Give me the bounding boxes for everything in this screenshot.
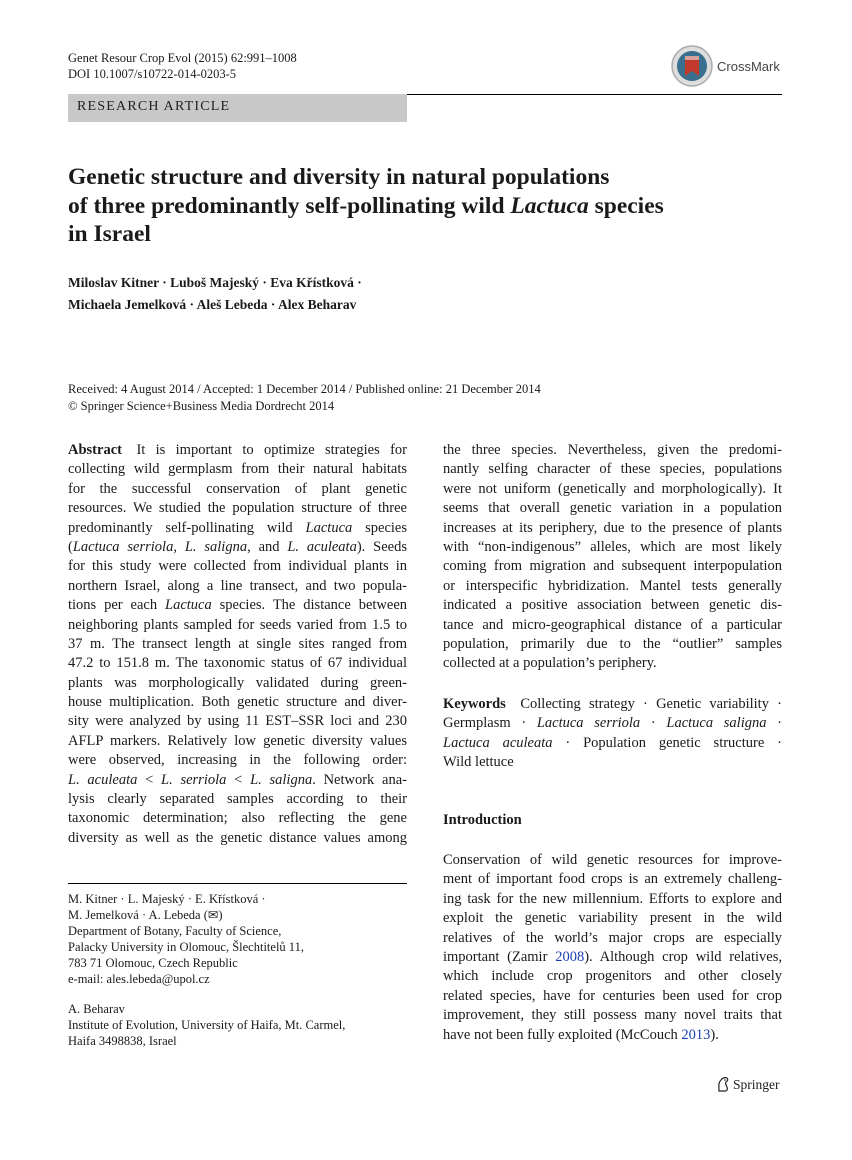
title-line-2-a: of three predominantly self-pollinating wild	[68, 192, 511, 219]
text-line: Wild lettuce	[443, 754, 514, 771]
abstract-continuation	[443, 441, 782, 674]
doi-line[interactable]: DOI 10.1007/s10722-014-0203-5	[68, 67, 237, 81]
affiliations	[68, 891, 407, 1049]
text-line: Lactuca aculeata · Population genetic structure ·	[443, 734, 782, 751]
text-line: 37 m. The transect length at single sites ranged from	[68, 635, 407, 652]
aff-line-9: Haifa 3498838, Israel	[68, 1034, 177, 1048]
keywords	[443, 695, 782, 773]
text-line: were not uniform (genetically and morphologically). It	[443, 480, 782, 497]
text-line: relatives of the world’s major crops are especially	[443, 929, 782, 946]
journal-citation	[68, 50, 297, 82]
text-line: seems that overall genetic variation in a population	[443, 500, 782, 517]
text-line: were observed, increasing in the following order:	[68, 752, 407, 769]
crossmark-label: CrossMark	[717, 59, 780, 74]
title-line-1: Genetic structure and diversity in natural populations	[68, 164, 610, 190]
text-line: taxonomic determination; also reflecting the gene	[68, 810, 407, 827]
section-band-label: RESEARCH ARTICLE	[77, 99, 231, 114]
text-line: important (Zamir 2008). Although crop wild relatives,	[443, 948, 782, 965]
springer-label: Springer	[733, 1077, 780, 1092]
keywords-heading: Keywords	[443, 696, 521, 712]
text-line: ment of important food crops is an extremely challeng-	[443, 871, 782, 888]
text-line: population, primarily due to the “outlier” samples	[443, 635, 782, 652]
text-line: coming from migration and subsequent interpopulation	[443, 558, 782, 575]
title-line-2-b: species	[588, 192, 664, 219]
text-line: neighboring plants sampled for seeds varied from 1.5 to	[68, 616, 407, 633]
text-line: collected at a population’s periphery.	[443, 655, 657, 672]
aff-line-5: 783 71 Olomouc, Czech Republic	[68, 956, 238, 970]
aff-email[interactable]: e-mail: ales.lebeda@upol.cz	[68, 972, 210, 986]
text-line: lysis clearly separated samples according to their	[68, 791, 407, 808]
text-line: tance and micro-geographical distance of a particular	[443, 616, 782, 633]
aff-line-1: M. Kitner · L. Majeský · E. Křístková ·	[68, 892, 266, 906]
text-line: sity were analyzed by using 11 EST–SSR loci and 230	[68, 713, 407, 730]
text-line: tions per each Lactuca species. The distance between	[68, 597, 408, 614]
text-line: related species, have for centuries been used for crop	[443, 987, 782, 1004]
text-line: indicated a positive association between genetic dis-	[443, 597, 782, 614]
crossmark-icon	[670, 44, 714, 88]
text-line: L. aculeata < L. serriola < L. saligna. Network ana-	[68, 771, 407, 788]
text-line: Abstract It is important to optimize strategies for	[68, 442, 407, 458]
text-line: exploit the genetic variability present in the wild	[443, 910, 782, 927]
affiliation-rule	[68, 883, 407, 884]
text-line: improvement, they still possess many novel traits that	[443, 1007, 782, 1024]
authors-line-2: Michaela Jemelková · Aleš Lebeda · Alex Beharav	[68, 297, 357, 312]
text-line: resources. We studied the population structure of three	[68, 500, 407, 517]
authors-line-1: Miloslav Kitner · Luboš Majeský · Eva Křístková ·	[68, 275, 362, 290]
text-line: 47.2 to 151.8 m. The taxonomic status of 67 individual	[68, 655, 407, 672]
title-line-2-genus: Lactuca	[510, 192, 589, 219]
text-line: diversity as well as the genetic distance values among	[68, 829, 407, 846]
introduction-body	[443, 851, 782, 1045]
springer-horse-icon	[716, 1076, 730, 1092]
text-line: or interspecific hybridization. Mantel tests generally	[443, 577, 782, 594]
text-line: for this study were collected from individual plants in	[68, 558, 407, 575]
article-title	[68, 163, 788, 249]
citation-link[interactable]: 2013	[681, 1026, 711, 1043]
text-line: ing task for the new millennium. Efforts to explore and	[443, 890, 782, 907]
text-line: with “non-indigenous” alleles, which are most likely	[443, 538, 782, 555]
introduction-heading: Introduction	[443, 812, 522, 828]
copyright-line: © Springer Science+Business Media Dordrecht 2014	[68, 399, 335, 413]
author-list	[68, 272, 362, 316]
text-line: plants was morphologically validated during green-	[68, 674, 407, 691]
aff-line-4: Palacky University in Olomouc, Šlechtitelů 11,	[68, 940, 304, 954]
aff-line-3: Department of Botany, Faculty of Science,	[68, 924, 282, 938]
text-line: Germplasm · Lactuca serriola · Lactuca saligna ·	[443, 715, 782, 732]
aff-line-7: A. Beharav	[68, 1002, 125, 1016]
citation-link[interactable]: 2008	[555, 948, 585, 965]
text-line: for the successful conservation of plant genetic	[68, 480, 407, 497]
text-line: Keywords Collecting strategy · Genetic variability ·	[443, 696, 782, 712]
text-line: collecting wild germplasm from their natural habitats	[68, 461, 407, 478]
text-line: increases at its periphery, due to the presence of plants	[443, 519, 782, 536]
aff-line-8: Institute of Evolution, University of Haifa, Mt. Carmel,	[68, 1018, 346, 1032]
section-band	[68, 94, 407, 122]
crossmark-badge[interactable]	[670, 44, 790, 88]
dates-line: Received: 4 August 2014 / Accepted: 1 December 2014 / Published online: 21 December 2014	[68, 382, 541, 396]
aff-gap	[68, 987, 407, 1001]
abstract	[68, 441, 407, 848]
springer-logo	[716, 1076, 780, 1093]
text-line: Conservation of wild genetic resources for improve-	[443, 852, 782, 868]
text-line: the three species. Nevertheless, given the predomi-	[443, 442, 782, 458]
text-line: northern Israel, along a line transect, and two popula-	[68, 577, 407, 594]
aff-line-2: M. Jemelková · A. Lebeda (✉)	[68, 908, 223, 922]
text-line: have not been fully exploited (McCouch 2013).	[443, 1026, 719, 1043]
text-line: AFLP markers. Relatively low genetic diversity values	[68, 732, 407, 749]
text-line: which include crop progenitors and other closely	[443, 968, 782, 985]
text-line: predominantly self-pollinating wild Lactuca species	[68, 519, 408, 536]
journal-line: Genet Resour Crop Evol (2015) 62:991–1008	[68, 51, 297, 65]
title-line-3: in Israel	[68, 221, 151, 247]
text-line: (Lactuca serriola, L. saligna, and L. aculeata). Seeds	[68, 538, 407, 555]
title-line-2	[68, 192, 788, 221]
text-line: nantly selfing character of these species, populations	[443, 461, 782, 478]
publication-dates	[68, 381, 541, 415]
text-line: house multiplication. Both genetic structure and diver-	[68, 694, 407, 711]
abstract-heading: Abstract	[68, 442, 137, 458]
